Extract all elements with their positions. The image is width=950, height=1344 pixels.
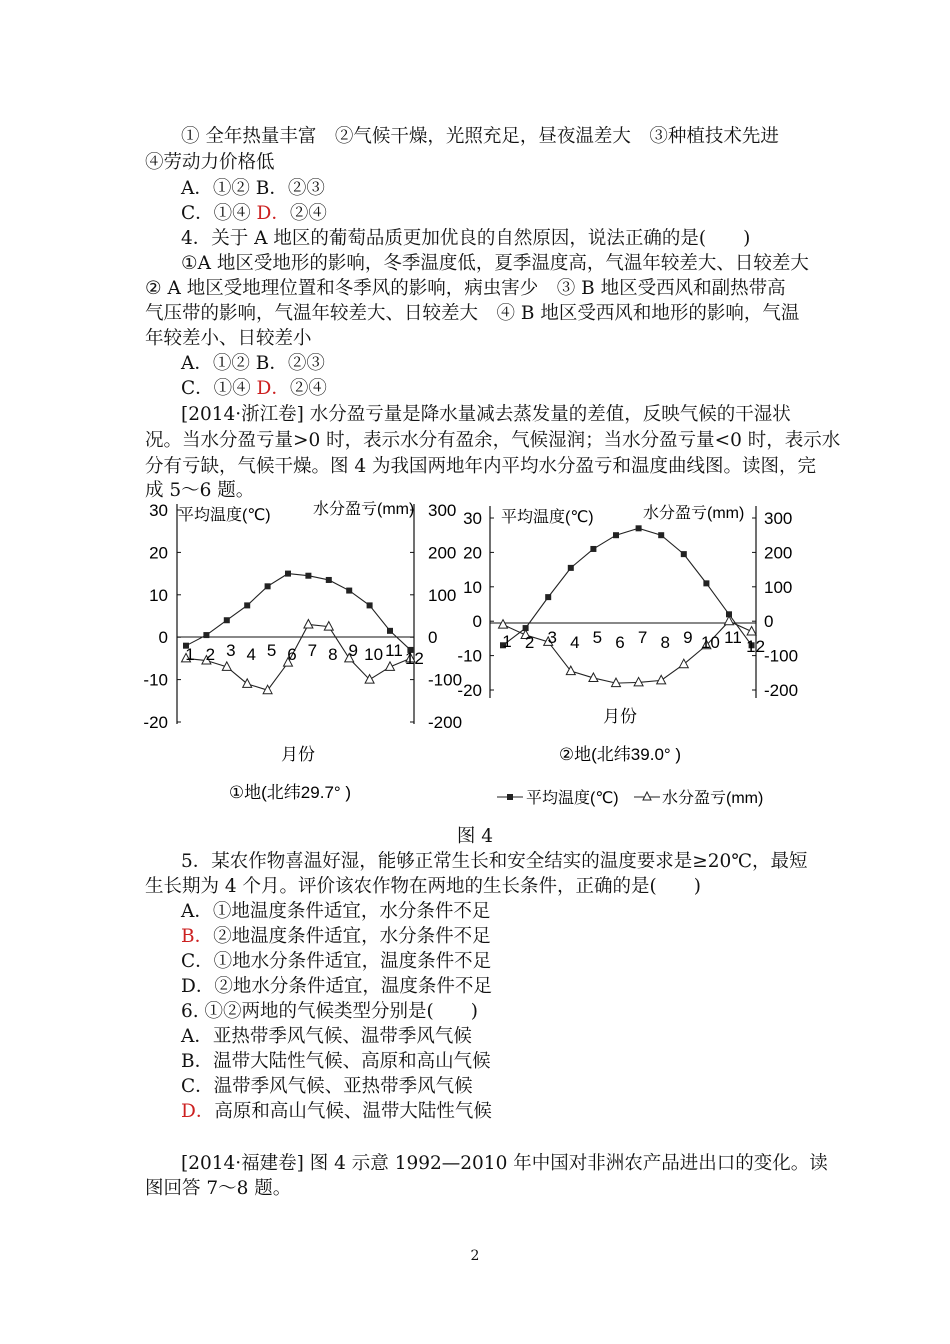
right-water-line <box>503 621 752 683</box>
left-water-axis-title: 水分盈亏(mm) <box>313 501 415 518</box>
month-label: 9 <box>348 641 358 660</box>
temp-point <box>305 573 311 579</box>
chart-left <box>143 500 462 802</box>
intro-zhejiang-4: 成 5～6 题。 <box>145 480 255 501</box>
q6-option-a: A．亚热带季风气候、温带季风气候 <box>181 1026 472 1047</box>
water-point <box>657 675 666 684</box>
q5-option-a: A．①地温度条件适宜，水分条件不足 <box>181 901 491 922</box>
month-label: 8 <box>328 645 338 664</box>
q4-options-cd <box>181 376 851 402</box>
temp-point <box>613 532 619 538</box>
q4-statement-2: ② A 地区受地理位置和冬季风的影响，病虫害少 ③ B 地区受西风和副热带高 <box>145 278 786 299</box>
temp-point <box>387 628 393 634</box>
page-number: 2 <box>470 1248 480 1264</box>
chart-right <box>457 504 798 764</box>
temp-point <box>285 571 291 577</box>
right-month-labels <box>502 628 765 656</box>
temp-tick-label: 20 <box>463 543 482 563</box>
q3-answer-marker: D． <box>256 203 290 224</box>
temp-point <box>244 602 250 608</box>
q4-option-b: B．②③ <box>255 353 325 374</box>
month-label: 3 <box>226 641 236 660</box>
water-point <box>747 627 756 636</box>
temp-tick-label: 0 <box>472 612 482 632</box>
temp-point <box>326 577 332 583</box>
q4-options-ab <box>181 351 851 377</box>
q6-option-c: C．温带季风气候、亚热带季风气候 <box>181 1076 473 1097</box>
month-label: 3 <box>547 628 557 647</box>
water-tick-label: 0 <box>428 628 438 648</box>
temp-tick-label: 30 <box>463 509 482 528</box>
month-label: 6 <box>615 633 625 652</box>
q4-option-a: A．①② <box>181 353 250 374</box>
water-point <box>243 679 252 688</box>
temp-point <box>224 617 230 623</box>
temp-tick-label: -10 <box>143 670 168 690</box>
right-tick-marks <box>490 518 756 690</box>
right-tick-labels <box>457 509 798 700</box>
month-label: 2 <box>524 633 535 652</box>
right-station-label: ②地(北纬39.0° ) <box>558 745 682 764</box>
month-label: 2 <box>205 645 216 664</box>
q6-option-d: 高原和高山气候、温带大陆性气候 <box>214 1101 492 1122</box>
left-x-axis-title: 月份 <box>281 745 315 764</box>
temp-tick-label: -20 <box>457 681 482 700</box>
temp-point <box>545 594 551 600</box>
temp-point <box>203 632 209 638</box>
temp-point <box>265 583 271 589</box>
left-station-label: ①地(北纬29.7° ) <box>228 783 352 802</box>
q3-option-a: A．①② <box>181 178 250 199</box>
q4-statement-1: ①A 地区受地形的影响，冬季温度低，夏季温度高，气温年较差大、日较差大 <box>181 253 809 274</box>
temp-point <box>636 525 642 531</box>
temp-tick-label: -10 <box>457 646 482 666</box>
month-label: 11 <box>385 641 403 660</box>
intro-zhejiang-2: 况。当水分盈亏量>0 时，表示水分有盈余，气候湿润；当水分盈亏量<0 时，表示水 <box>145 430 841 451</box>
q4-statement-3: 气压带的影响，气温年较差大、日较差大 ④ B 地区受西风和地形的影响，气温 <box>145 303 800 324</box>
water-tick-label: 300 <box>764 509 793 528</box>
intro-fujian-2: 图回答 7～8 题。 <box>145 1178 292 1199</box>
q4-option-c: C．①④ <box>181 378 251 399</box>
water-tick-label: -100 <box>428 670 463 690</box>
month-label: 1 <box>185 645 195 664</box>
temp-point <box>568 565 574 571</box>
temp-tick-label: 10 <box>463 577 482 597</box>
month-label: 9 <box>683 628 693 647</box>
figure-legend <box>497 789 763 807</box>
month-label: 12 <box>404 649 424 668</box>
intro-fujian-1: [2014·福建卷] 图 4 示意 1992—2010 年中国对非洲农产品进出口的变化。读 <box>181 1153 828 1174</box>
q3-option-d: ②④ <box>289 203 327 224</box>
q6-option-d-row <box>181 1099 851 1125</box>
temp-point <box>703 580 709 586</box>
q5-option-b-row <box>181 924 851 950</box>
q3-options-cd <box>181 201 851 227</box>
water-tick-label: 100 <box>764 577 793 597</box>
water-tick-label: 100 <box>428 585 457 605</box>
left-month-labels <box>185 641 424 668</box>
temp-point <box>658 532 664 538</box>
temp-point <box>681 551 687 557</box>
q6-answer-marker: D． <box>181 1101 215 1122</box>
q6-option-b: B．温带大陆性气候、高原和高山气候 <box>181 1051 491 1072</box>
temp-tick-label: -20 <box>143 713 168 732</box>
left-temp-axis-title: 平均温度(℃) <box>178 507 271 524</box>
temp-tick-label: 10 <box>149 585 168 605</box>
month-label: 7 <box>637 628 648 647</box>
left-temp-line <box>186 574 410 650</box>
left-temp-markers <box>183 571 413 653</box>
month-label: 5 <box>266 641 277 660</box>
month-label: 4 <box>570 633 580 652</box>
right-temp-axis-title: 平均温度(℃) <box>501 509 594 526</box>
month-label: 10 <box>364 645 384 664</box>
temp-tick-label: 30 <box>149 501 168 520</box>
water-point <box>725 616 734 625</box>
q3-options-ab <box>181 176 851 202</box>
q5-option-c: C．①地水分条件适宜，温度条件不足 <box>181 951 492 972</box>
q5-option-b: ②地温度条件适宜，水分条件不足 <box>213 926 491 947</box>
right-temp-line <box>503 528 752 645</box>
q3-statements: ① 全年热量丰富 ②气候干燥，光照充足，昼夜温差大 ③种植技术先进 <box>181 126 779 147</box>
temp-point <box>367 602 373 608</box>
water-tick-label: 0 <box>764 612 774 632</box>
intro-zhejiang-1: [2014·浙江卷] 水分盈亏量是降水量减去蒸发量的差值，反映气候的干湿状 <box>181 404 791 425</box>
q4-stem: 4．关于 A 地区的葡萄品质更加优良的自然原因，说法正确的是( ) <box>181 228 751 249</box>
q5-stem-2: 生长期为 4 个月。评价该农作物在两地的生长条件，正确的是( ) <box>145 876 701 897</box>
q6-stem: 6. ①②两地的气候类型分别是( ) <box>181 1001 478 1022</box>
q3-option-c: C．①④ <box>181 203 251 224</box>
month-label: 12 <box>746 637 766 656</box>
q4-answer-marker: D． <box>256 378 290 399</box>
month-label: 10 <box>700 633 720 652</box>
right-water-axis-title: 水分盈亏(mm) <box>643 505 745 522</box>
right-x-axis-title: 月份 <box>603 707 637 726</box>
q3-statements-cont: ④劳动力价格低 <box>145 152 275 173</box>
water-tick-label: 200 <box>764 543 793 563</box>
right-temp-markers <box>500 525 755 648</box>
month-label: 7 <box>307 641 318 660</box>
month-label: 6 <box>287 645 297 664</box>
q4-option-d: ②④ <box>289 378 327 399</box>
month-label: 8 <box>660 633 670 652</box>
temp-point <box>346 588 352 594</box>
intro-zhejiang-3: 分有亏缺，气候干燥。图 4 为我国两地年内平均水分盈亏和温度曲线图。读图，完 <box>145 456 817 477</box>
q5-answer-marker: B． <box>181 926 214 947</box>
q4-statement-4: 年较差小、日较差小 <box>145 328 312 349</box>
legend-water-label: 水分盈亏(mm) <box>662 790 764 807</box>
temp-point <box>590 546 596 552</box>
temp-tick-label: 0 <box>158 628 168 648</box>
water-point <box>499 620 508 629</box>
q5-stem-1: 5．某农作物喜温好湿，能够正常生长和安全结实的温度要求是≥20℃，最短 <box>181 851 808 872</box>
water-tick-label: -100 <box>764 646 799 666</box>
month-label: 1 <box>502 632 512 651</box>
water-tick-label: -200 <box>764 681 799 700</box>
water-tick-label: 200 <box>428 543 457 563</box>
figure-4 <box>0 498 950 818</box>
legend-temp-label: 平均温度(℃) <box>526 790 619 807</box>
water-point <box>304 619 313 628</box>
water-point <box>679 659 688 668</box>
q5-option-d: D．②地水分条件适宜，温度条件不足 <box>181 976 492 997</box>
month-label: 5 <box>592 628 603 647</box>
month-label: 4 <box>246 645 256 664</box>
water-tick-label: -200 <box>428 713 463 732</box>
month-label: 11 <box>724 628 742 647</box>
q3-option-b: B．②③ <box>255 178 325 199</box>
legend-water-marker <box>643 792 651 800</box>
figure-caption: 图 4 <box>456 826 494 847</box>
temp-tick-label: 20 <box>149 543 168 563</box>
water-tick-label: 300 <box>428 501 457 520</box>
legend-temp-marker <box>507 794 513 800</box>
